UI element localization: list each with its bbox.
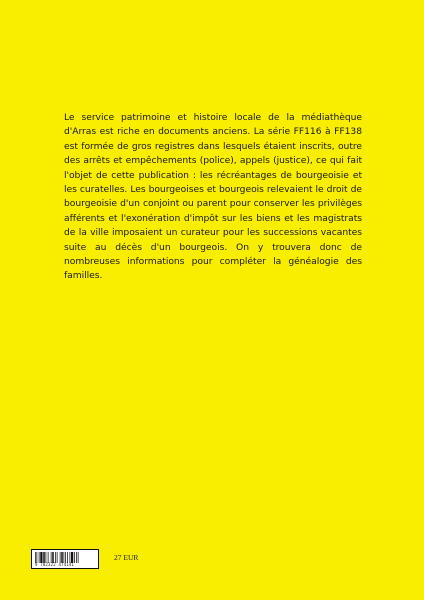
price-label: 27 EUR [114, 553, 139, 562]
isbn-number: 9 782322 474141 [35, 562, 75, 567]
barcode-bar [74, 552, 75, 563]
back-cover-description: Le service patrimoine et histoire locale de la médiathèque d'Arras est riche en documents anciens. La série FF116 à FF138 est formée de gros registres dans lesquels étaient inscrits, outre des arrêts et empêchements (police), appels (justice), ce qui fait l'objet de cette publication : les récréantages de bourgeoisie et les curatelles. Les bourgeoises et bourgeois relevaient le droit de bourgeoisie d'un conjoint ou parent pour conserver les privilèges afférents et l'exonération d'impôt sur les biens et les magistrats de la ville imposaient un curateur pour les successions vacantes suite au décès d'un bourgeois. On y trouvera donc de nombreuses informations pour compléter la généalogie des familles. [64, 112, 362, 282]
barcode-bar [76, 552, 77, 563]
isbn-barcode [31, 549, 99, 569]
barcode-bar [78, 552, 79, 563]
